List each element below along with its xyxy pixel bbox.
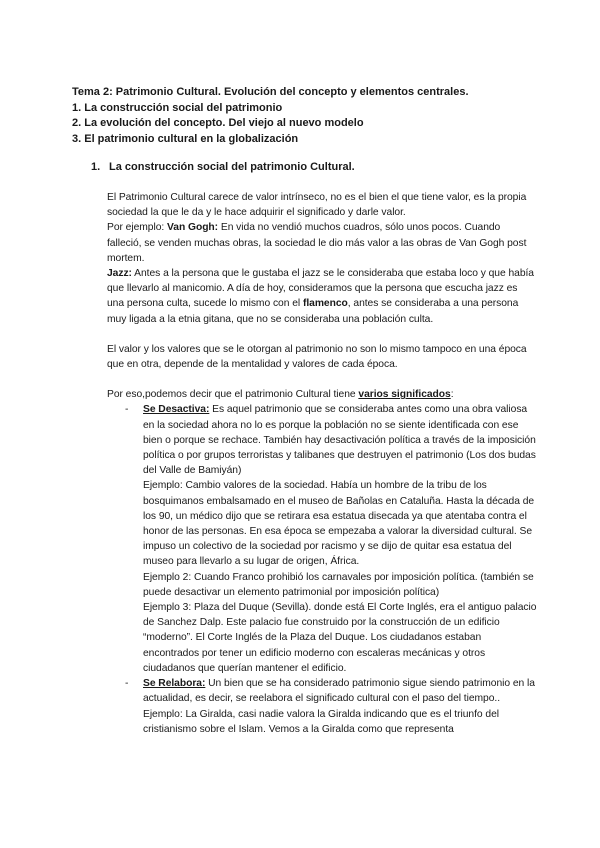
outline-item-3: 3. El patrimonio cultural en la globalización <box>72 132 299 145</box>
list-item-relabora: - Se Relabora: Un bien que se ha considerado patrimonio sigue siendo patrimonio en la actualidad, es decir, se reelabora el significado cultural con el paso del tiempo.. Ejemplo: La Giralda, casi nadie valora la Giralda indicando que es el triunfo del cristianismo sobre el Islam. Vemos a la Giralda como que representa <box>107 676 537 737</box>
relabora-label: Se Relabora: <box>143 678 206 690</box>
section-heading <box>91 161 355 173</box>
van-gogh-label: Van Gogh: <box>167 222 219 234</box>
desactiva-example-1: Ejemplo: Cambio valores de la sociedad. Había un hombre de la tribu de los bosquimanos embalsamado en el museo de Bañolas en Cataluña. Hasta la década de los 90, un médico dijo que se retirara esa estatua disecada ya que atentaba contra el honor de las personas. En esa época se empezaba a valorar la diversidad cultural. Se impuso un colectivo de la sociedad por racismo y se dijo de quitar esa estatua del museo para llevarlo a su lugar de origen, África. <box>143 480 535 568</box>
paragraph-jazz: Jazz: Antes a la persona que le gustaba el jazz se le consideraba que estaba loco y que había que llevarlo al manicomio. A día de hoy, consideramos que la persona que escucha jazz es una persona culta, sucede lo mismo con el flamenco, antes se consideraba a una persona muy ligada a la etnia gitana, que no se consideraba una población culta. <box>107 268 534 325</box>
document-body <box>107 190 537 737</box>
meanings-term: varios significados <box>358 389 451 401</box>
section-number: 1. <box>91 161 101 173</box>
outline-item-2: 2. La evolución del concepto. Del viejo al nuevo modelo <box>72 117 364 129</box>
desactiva-label: Se Desactiva: <box>143 404 210 416</box>
relabora-example-1: Ejemplo: La Giralda, casi nadie valora la Giralda indicando que es el triunfo del cristianismo sobre el Islam. Vemos a la Giralda como que representa <box>143 708 499 735</box>
section-title: La construcción social del patrimonio Cultural. <box>109 161 355 173</box>
list-dash: - <box>125 678 129 690</box>
flamenco-term: flamenco <box>302 298 348 310</box>
jazz-label: Jazz: <box>107 268 132 280</box>
desactiva-example-3: Ejemplo 3: Plaza del Duque (Sevilla). donde está El Corte Inglés, era el antiguo palacio de Sanchez Dalp. Este palacio fue construido por la construcción de un edificio “moderno”. El Corte Inglés de la Plaza del Duque. Los ciudadanos estaban encontrados por tener un edificio moderno con escaleras mecánicas y otros ciudadanos que querían mantener el edificio. <box>143 602 537 674</box>
topic-title: Tema 2: Patrimonio Cultural. Evolución del concepto y elementos centrales. <box>72 86 469 98</box>
paragraph-values: El valor y los valores que se le otorgan al patrimonio no son lo mismo tampoco en una época que en otra, depende de la mentalidad y valores de cada época. <box>107 343 527 371</box>
paragraph-intro: El Patrimonio Cultural carece de valor intrínseco, no es el bien el que tiene valor, es la propia sociedad la que le da y le hace adquirir el significado y darle valor. <box>107 192 527 219</box>
paragraph-meanings: Por eso,podemos decir que el patrimonio Cultural tiene varios significados: <box>107 389 454 401</box>
list-dash: - <box>125 404 129 416</box>
list-item-desactiva: - Se Desactiva: Es aquel patrimonio que se consideraba antes como una obra valiosa en la sociedad ahora no lo es porque la población no se siente identificada con ese bien o porque se rechace. También hay desactivación política a través de la imposición política o por grupos terroristas y talibanes que destruyen el patrimonio (Los dos budas del Valle de Bamiyán) Ejemplo: Cambio valores de la sociedad. Había un hombre de la tribu de los bosquimanos embalsamado en el museo de Bañolas en Cataluña. Hasta la década de los 90, un médico dijo que se retirara esa estatua disecada ya que atentaba contra el honor de las personas. En esa época se empezaba a valorar la diversidad cultural. Se impuso un colectivo de la sociedad por racismo y se dijo de quitar esa estatua del museo para llevarlo a su lugar de origen, África. Ejemplo 2: Cuando Franco prohibió los carnavales por imposición política. (también se puede desactivar un elemento patrimonial por imposición política) Ejemplo 3: Plaza del Duque (Sevilla). donde está El Corte Inglés, era el antiguo palacio de Sanchez Dalp. Este palacio fue construido por la construcción de un edificio “moderno”. El Corte Inglés de la Plaza del Duque. Los ciudadanos estaban encontrados por tener un edificio moderno con escaleras mecánicas y otros ciudadanos que querían mantener el edificio. <box>107 402 537 676</box>
desactiva-example-2: Ejemplo 2: Cuando Franco prohibió los carnavales por imposición política. (también se puede desactivar un elemento patrimonial por imposición política) <box>143 571 534 598</box>
outline-item-1: 1. La construcción social del patrimonio <box>72 101 283 114</box>
paragraph-van-gogh: Por ejemplo: Van Gogh: En vida no vendió muchos cuadros, sólo unos pocos. Cuando falleció, se venden muchas obras, la sociedad le dio más valor a las obras de Van Gogh post mortem. <box>107 222 527 264</box>
document-header <box>72 85 552 147</box>
